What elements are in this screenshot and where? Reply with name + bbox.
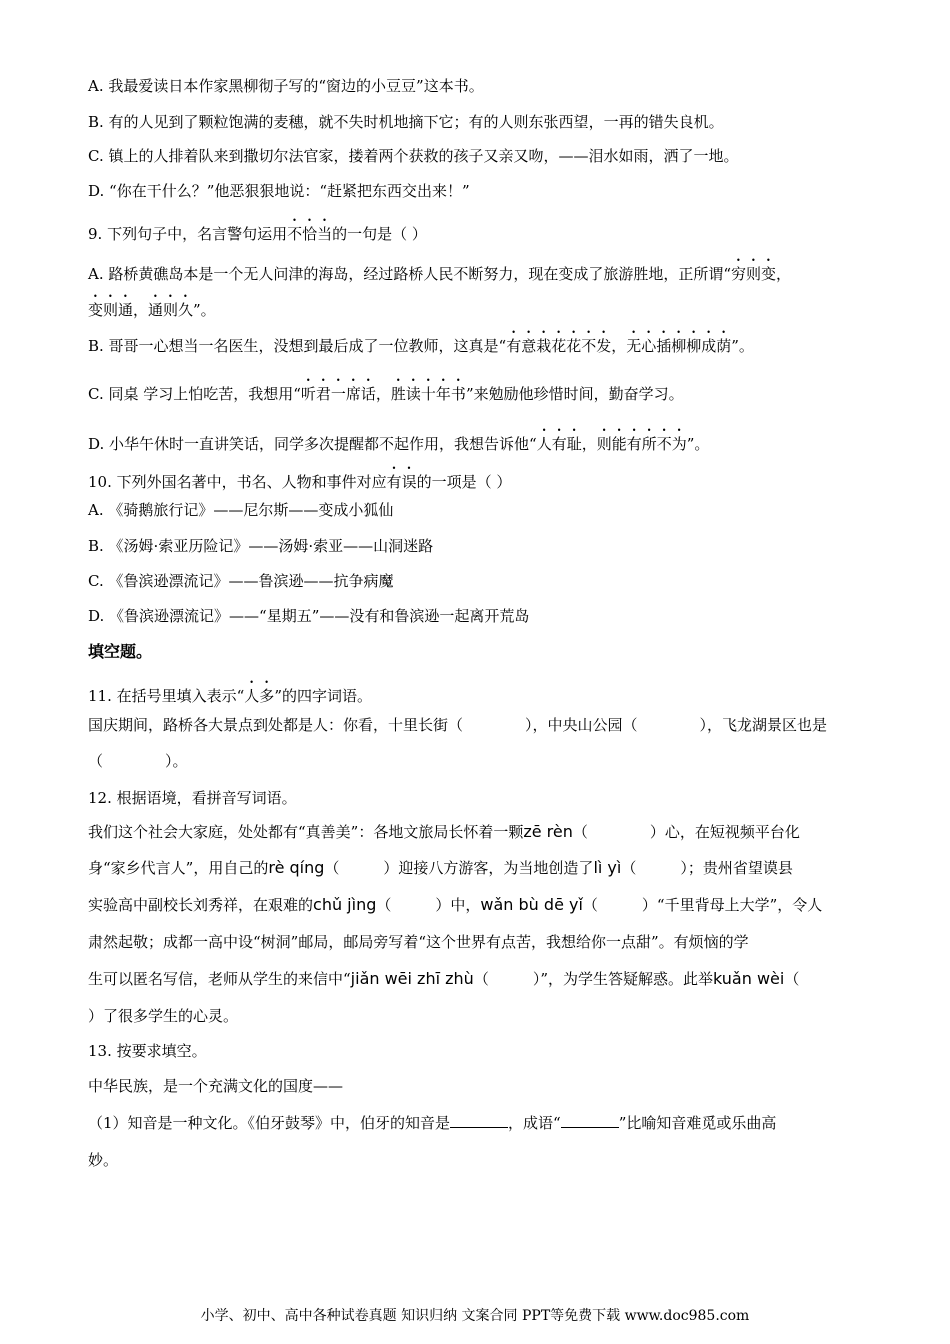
answer-blank[interactable] <box>561 1113 619 1128</box>
q9-option-c: C. 同桌 学习上怕吃苦，我想用“听君一席话，胜读十年书”来勉励他珍惜时间，勤奋学习。 <box>88 385 684 403</box>
q8-option-d: D. “你在干什么？”他恶狠狠地说：“赶紧把东西交出来！” <box>88 182 470 200</box>
section-title-fill-in: 填空题。 <box>88 642 153 661</box>
q8-option-c: C. 镇上的人排着队来到撒切尔法官家，搂着两个获救的孩子又亲又吻，——泪水如雨，洒了一地。 <box>88 147 739 165</box>
q12-line-2: 身“家乡代言人”，用自己的rè qíng（ ）迎接八方游客，为当地创造了lì yì（ ）；贵州省望谟县 <box>88 858 793 877</box>
q10-stem: 10. 下列外国名著中，书名、人物和事件对应有误的一项是（ ） <box>88 473 512 491</box>
q12-line-1: 我们这个社会大家庭，处处都有“真善美”：各地文旅局长怀着一颗zē rèn（ ）心，在短视频平台化 <box>88 822 800 841</box>
q9-option-d: D. 小华午休时一直讲笑话，同学多次提醒都不起作用，我想告诉他“人有耻，则能有所不为”。 <box>88 435 710 453</box>
q10-option-d: D. 《鲁滨逊漂流记》——“星期五”——没有和鲁滨逊一起离开荒岛 <box>88 607 530 625</box>
q11-line-2: （ ）。 <box>88 752 188 770</box>
q12-line-3: 实验高中副校长刘秀祥，在艰难的chǔ jìng（ ）中，wǎn bù dē yǐ（ ）“千里背母上大学”，令人 <box>88 895 823 914</box>
q12-line-4: 肃然起敬；成都一高中设“树洞”邮局，邮局旁写着“这个世界有点苦，我想给你一点甜”。有烦恼的学 <box>88 933 749 951</box>
q13-stem: 13. 按要求填空。 <box>88 1042 207 1060</box>
q11-stem: 11. 在括号里填入表示“人多”的四字词语。 <box>88 687 372 705</box>
q12-line-6: ）了很多学生的心灵。 <box>88 1007 239 1025</box>
q13-intro: 中华民族，是一个充满文化的国度—— <box>88 1077 344 1095</box>
q13-sub-1: （1）知音是一种文化。《伯牙鼓琴》中，伯牙的知音是 ，成语“ ”比喻知音难觅或乐曲高 <box>88 1114 777 1132</box>
q10-option-c: C. 《鲁滨逊漂流记》——鲁滨逊——抗争病魔 <box>88 572 394 590</box>
q8-option-b: B. 有的人见到了颗粒饱满的麦穗，就不失时机地摘下它；有的人则东张西望，一再的错失良机。 <box>88 113 724 131</box>
q11-line-1: 国庆期间，路桥各大景点到处都是人：你看，十里长街（ ），中央山公园（ ），飞龙湖景区也是 <box>88 716 828 734</box>
answer-blank[interactable] <box>450 1113 508 1128</box>
q13-sub-1-cont: 妙。 <box>88 1151 119 1169</box>
q10-option-b: B. 《汤姆·索亚历险记》——汤姆·索亚——山洞迷路 <box>88 537 434 555</box>
q12-stem: 12. 根据语境，看拼音写词语。 <box>88 789 297 807</box>
q9-option-b: B. 哥哥一心想当一名医生，没想到最后成了一位教师，这真是“有意栽花花不发，无心插柳柳成荫”。 <box>88 337 754 355</box>
q8-option-a: A. 我最爱读日本作家黑柳彻子写的“窗边的小豆豆”这本书。 <box>88 77 484 95</box>
page-footer: 小学、初中、高中各种试卷真题 知识归纳 文案合同 PPT等免费下载 www.doc985.com <box>200 1308 750 1324</box>
q9-option-a: A. 路桥黄礁岛本是一个无人问津的海岛，经过路桥人民不断努力，现在变成了旅游胜地，正所谓“穷则变， <box>88 265 792 283</box>
q10-option-a: A. 《骑鹅旅行记》——尼尔斯——变成小狐仙 <box>88 501 394 519</box>
q9-option-a-cont: 变则通，通则久”。 <box>88 301 216 319</box>
q12-line-5: 生可以匿名写信，老师从学生的来信中“jiǎn wēi zhī zhù（ ）”，为学生答疑解惑。此举kuǎn wèi（ <box>88 969 800 988</box>
q9-stem: 9. 下列句子中，名言警句运用不恰当的一句是（ ） <box>88 225 427 243</box>
